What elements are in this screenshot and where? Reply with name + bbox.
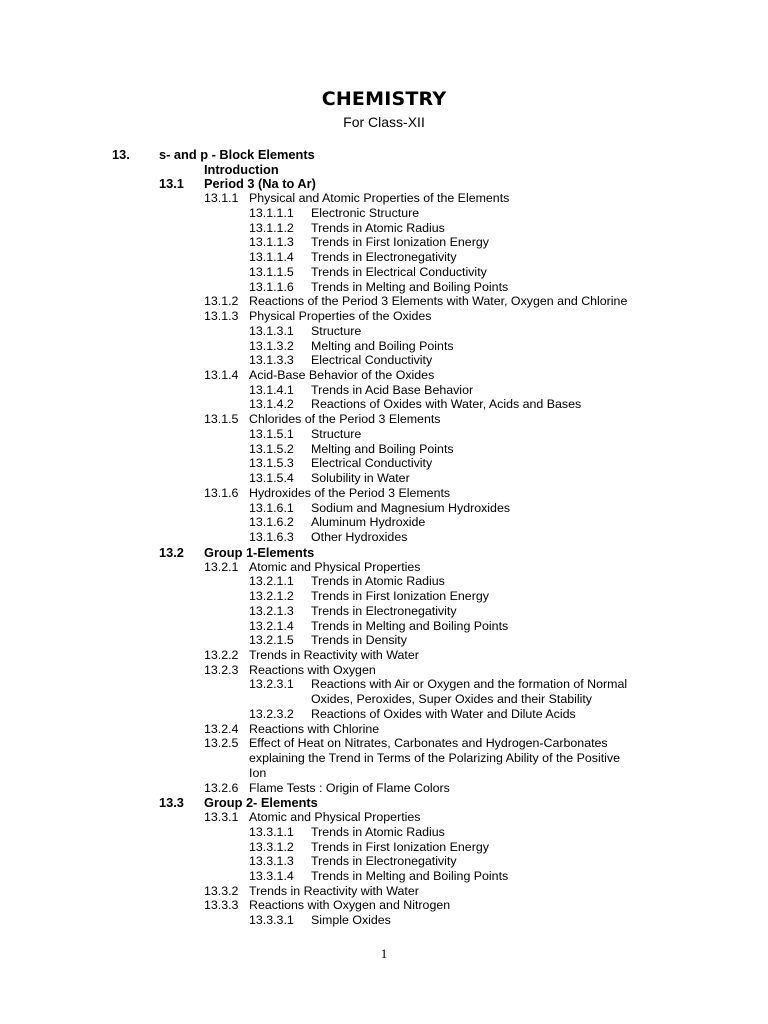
toc-entry-title: Atomic and Physical Properties bbox=[249, 810, 421, 825]
toc-entry bbox=[0, 368, 768, 383]
toc-entry-number: 13. bbox=[112, 147, 130, 162]
document-subtitle: For Class-XII bbox=[343, 114, 425, 130]
toc-entry-title: Hydroxides of the Period 3 Elements bbox=[249, 485, 451, 500]
toc-entry bbox=[0, 339, 768, 354]
toc-entry-title: Melting and Boiling Points bbox=[311, 441, 454, 456]
toc-entry-number: 13.1.6.2 bbox=[249, 515, 294, 530]
document-title: CHEMISTRY bbox=[321, 88, 447, 110]
toc-entry-number: 13.2.3 bbox=[204, 662, 239, 677]
toc-entry bbox=[0, 456, 768, 471]
toc-entry bbox=[0, 589, 768, 604]
toc-entry-title: Other Hydroxides bbox=[311, 530, 408, 545]
toc-entry bbox=[0, 397, 768, 412]
toc-entry bbox=[0, 795, 768, 810]
toc-entry-title: Reactions with Oxygen bbox=[249, 662, 376, 677]
toc-entry-number: 13.1.3 bbox=[204, 309, 239, 324]
toc-entry bbox=[0, 265, 768, 280]
toc-entry-title: Trends in Melting and Boiling Points bbox=[311, 868, 509, 883]
toc-entry-title: explaining the Trend in Terms of the Polarizing Ability of the Positive bbox=[249, 751, 621, 766]
toc-entry-title: Electronic Structure bbox=[311, 205, 420, 220]
toc-entry-title: Reactions of Oxides with Water, Acids and Bases bbox=[311, 397, 582, 412]
toc-entry-title: Trends in Acid Base Behavior bbox=[311, 382, 474, 397]
toc-entry-number: 13.3.1.2 bbox=[249, 839, 294, 854]
toc-entry bbox=[0, 147, 768, 162]
toc-entry-title: Trends in Atomic Radius bbox=[311, 220, 445, 235]
toc-entry bbox=[0, 736, 768, 751]
toc-entry-number: 13.3 bbox=[159, 795, 184, 811]
toc-entry-number: 13.2.1 bbox=[204, 559, 239, 574]
toc-entry-title: Trends in Electronegativity bbox=[311, 603, 457, 618]
toc-entry-title: Trends in Melting and Boiling Points bbox=[311, 279, 509, 294]
toc-entry-title: Reactions of Oxides with Water and Dilute Acids bbox=[311, 706, 576, 721]
toc-entry-title: Trends in Reactivity with Water bbox=[249, 647, 419, 662]
toc-entry-title: Electrical Conductivity bbox=[311, 456, 433, 471]
toc-entry-title: Trends in First Ionization Energy bbox=[311, 839, 489, 854]
toc-entry-number: 13.2.3.2 bbox=[249, 706, 294, 721]
toc-entry-title: Oxides, Peroxides, Super Oxides and their Stability bbox=[311, 692, 592, 707]
toc-entry-number: 13.1.1.4 bbox=[249, 250, 294, 265]
toc-entry bbox=[0, 530, 768, 545]
toc-entry-number: 13.1.6.3 bbox=[249, 530, 294, 545]
toc-entry-number: 13.2.1.4 bbox=[249, 618, 294, 633]
toc-entry-title: Trends in Atomic Radius bbox=[311, 824, 445, 839]
toc-entry-title: Physical Properties of the Oxides bbox=[249, 309, 432, 324]
toc-entry bbox=[0, 648, 768, 663]
toc-entry-number: 13.1.1 bbox=[204, 191, 239, 206]
toc-entry bbox=[0, 191, 768, 206]
toc-entry bbox=[0, 633, 768, 648]
toc-entry bbox=[0, 913, 768, 928]
toc-entry bbox=[0, 353, 768, 368]
toc-entry-title: Reactions with Oxygen and Nitrogen bbox=[249, 898, 451, 913]
toc-entry-number: 13.1.6.1 bbox=[249, 500, 294, 515]
toc-entry-title: Trends in Reactivity with Water bbox=[249, 883, 419, 898]
toc-entry bbox=[0, 176, 768, 191]
toc-entry-title: Introduction bbox=[204, 161, 279, 177]
page-number: 1 bbox=[380, 946, 388, 961]
toc-entry-title: Acid-Base Behavior of the Oxides bbox=[249, 368, 435, 383]
toc-entry-title: Atomic and Physical Properties bbox=[249, 559, 421, 574]
toc-entry bbox=[0, 412, 768, 427]
toc-entry-number: 13.1.5.4 bbox=[249, 471, 294, 486]
toc-entry-title: Ion bbox=[249, 765, 267, 780]
toc-entry-title: Trends in Electronegativity bbox=[311, 854, 457, 869]
toc-entry-title: Flame Tests : Origin of Flame Colors bbox=[249, 780, 450, 795]
toc-entry-number: 13.1.1.6 bbox=[249, 279, 294, 294]
toc-entry bbox=[0, 235, 768, 250]
toc-entry-number: 13.3.1.1 bbox=[249, 824, 294, 839]
toc-entry-title: Chlorides of the Period 3 Elements bbox=[249, 412, 441, 427]
toc-entry-number: 13.1.1.1 bbox=[249, 205, 294, 220]
toc-entry-title: Period 3 (Na to Ar) bbox=[204, 176, 316, 192]
toc-entry-number: 13.3.3.1 bbox=[249, 913, 294, 928]
toc-entry-number: 13.2 bbox=[159, 544, 184, 560]
toc-entry bbox=[0, 751, 768, 766]
toc-entry-title: Trends in Electronegativity bbox=[311, 250, 457, 265]
toc-entry bbox=[0, 206, 768, 221]
toc-entry bbox=[0, 486, 768, 501]
toc-entry-title: Trends in Melting and Boiling Points bbox=[311, 618, 509, 633]
toc-entry-title: s- and p - Block Elements bbox=[159, 147, 315, 162]
toc-entry-title: Reactions of the Period 3 Elements with Water, Oxygen and Chlorine bbox=[249, 294, 628, 309]
toc-entry bbox=[0, 324, 768, 339]
toc-entry-title: Trends in First Ionization Energy bbox=[311, 589, 489, 604]
toc-entry-number: 13.1.5.3 bbox=[249, 456, 294, 471]
toc-entry bbox=[0, 471, 768, 486]
toc-entry-number: 13.1 bbox=[159, 176, 184, 192]
toc-entry-number: 13.3.3 bbox=[204, 898, 239, 913]
toc-entry-number: 13.3.1 bbox=[204, 810, 239, 825]
toc-entry-number: 13.1.3.2 bbox=[249, 338, 294, 353]
toc-entry-title: Reactions with Air or Oxygen and the formation of Normal bbox=[311, 677, 628, 692]
toc-entry bbox=[0, 869, 768, 884]
toc-entry-number: 13.2.3.1 bbox=[249, 677, 294, 692]
toc-entry-number: 13.2.1.3 bbox=[249, 603, 294, 618]
toc-entry-number: 13.1.6 bbox=[204, 485, 239, 500]
toc-entry-number: 13.1.1.3 bbox=[249, 235, 294, 250]
toc-entry bbox=[0, 545, 768, 560]
toc-entry bbox=[0, 162, 768, 177]
toc-entry-number: 13.1.4 bbox=[204, 368, 239, 383]
toc-entry bbox=[0, 825, 768, 840]
toc-entry bbox=[0, 427, 768, 442]
toc-entry bbox=[0, 854, 768, 869]
toc-entry-number: 13.1.3.1 bbox=[249, 323, 294, 338]
toc-entry bbox=[0, 810, 768, 825]
toc-entry bbox=[0, 604, 768, 619]
toc-entry bbox=[0, 898, 768, 913]
toc-entry-title: Melting and Boiling Points bbox=[311, 338, 454, 353]
toc-entry-title: Group 2- Elements bbox=[204, 795, 318, 811]
toc-entry-title: Physical and Atomic Properties of the Elements bbox=[249, 191, 510, 206]
toc-entry-title: Trends in Atomic Radius bbox=[311, 574, 445, 589]
toc-entry bbox=[0, 766, 768, 781]
toc-entry-title: Group 1-Elements bbox=[204, 544, 315, 560]
toc-entry-number: 13.1.4.2 bbox=[249, 397, 294, 412]
toc-entry bbox=[0, 250, 768, 265]
toc-entry-title: Reactions with Chlorine bbox=[249, 721, 380, 736]
toc-entry bbox=[0, 383, 768, 398]
toc-entry-number: 13.2.4 bbox=[204, 721, 239, 736]
toc-entry-title: Simple Oxides bbox=[311, 913, 391, 928]
toc-entry-title: Structure bbox=[311, 323, 362, 338]
toc-entry-number: 13.2.1.2 bbox=[249, 589, 294, 604]
toc-entry bbox=[0, 501, 768, 516]
toc-entry bbox=[0, 574, 768, 589]
toc-entry bbox=[0, 619, 768, 634]
toc-entry bbox=[0, 294, 768, 309]
toc-entry-title: Aluminum Hydroxide bbox=[311, 515, 426, 530]
toc-entry bbox=[0, 707, 768, 722]
toc-entry bbox=[0, 221, 768, 236]
toc-entry-title: Structure bbox=[311, 426, 362, 441]
toc-entry-number: 13.1.1.2 bbox=[249, 220, 294, 235]
toc-entry bbox=[0, 280, 768, 295]
toc-entry-number: 13.3.1.4 bbox=[249, 868, 294, 883]
toc-entry-number: 13.1.3.3 bbox=[249, 353, 294, 368]
toc-entry-number: 13.1.5.1 bbox=[249, 426, 294, 441]
toc-entry-title: Trends in Electrical Conductivity bbox=[311, 264, 487, 279]
toc-entry-number: 13.1.1.5 bbox=[249, 264, 294, 279]
toc-entry bbox=[0, 515, 768, 530]
toc-entry bbox=[0, 677, 768, 692]
toc-entry-number: 13.2.1.1 bbox=[249, 574, 294, 589]
toc-entry-number: 13.1.5.2 bbox=[249, 441, 294, 456]
toc-entry-title: Trends in Density bbox=[311, 633, 407, 648]
toc-entry-number: 13.2.2 bbox=[204, 647, 239, 662]
toc-entry bbox=[0, 560, 768, 575]
toc-entry-title: Solubility in Water bbox=[311, 471, 410, 486]
toc-entry bbox=[0, 442, 768, 457]
toc-entry-title: Trends in First Ionization Energy bbox=[311, 235, 489, 250]
toc-entry bbox=[0, 309, 768, 324]
toc-entry-number: 13.1.5 bbox=[204, 412, 239, 427]
toc-entry bbox=[0, 722, 768, 737]
table-of-contents bbox=[0, 147, 768, 928]
toc-entry bbox=[0, 781, 768, 796]
toc-entry bbox=[0, 840, 768, 855]
toc-entry-number: 13.2.1.5 bbox=[249, 633, 294, 648]
toc-entry-number: 13.1.4.1 bbox=[249, 382, 294, 397]
toc-entry-number: 13.1.2 bbox=[204, 294, 239, 309]
toc-entry bbox=[0, 884, 768, 899]
toc-entry-title: Sodium and Magnesium Hydroxides bbox=[311, 500, 511, 515]
toc-entry-title: Electrical Conductivity bbox=[311, 353, 433, 368]
toc-entry bbox=[0, 692, 768, 707]
toc-entry-number: 13.3.1.3 bbox=[249, 854, 294, 869]
toc-entry-number: 13.2.5 bbox=[204, 736, 239, 751]
toc-entry-title: Effect of Heat on Nitrates, Carbonates and Hydrogen-Carbonates bbox=[249, 736, 608, 751]
toc-entry-number: 13.2.6 bbox=[204, 780, 239, 795]
toc-entry bbox=[0, 663, 768, 678]
toc-entry-number: 13.3.2 bbox=[204, 883, 239, 898]
